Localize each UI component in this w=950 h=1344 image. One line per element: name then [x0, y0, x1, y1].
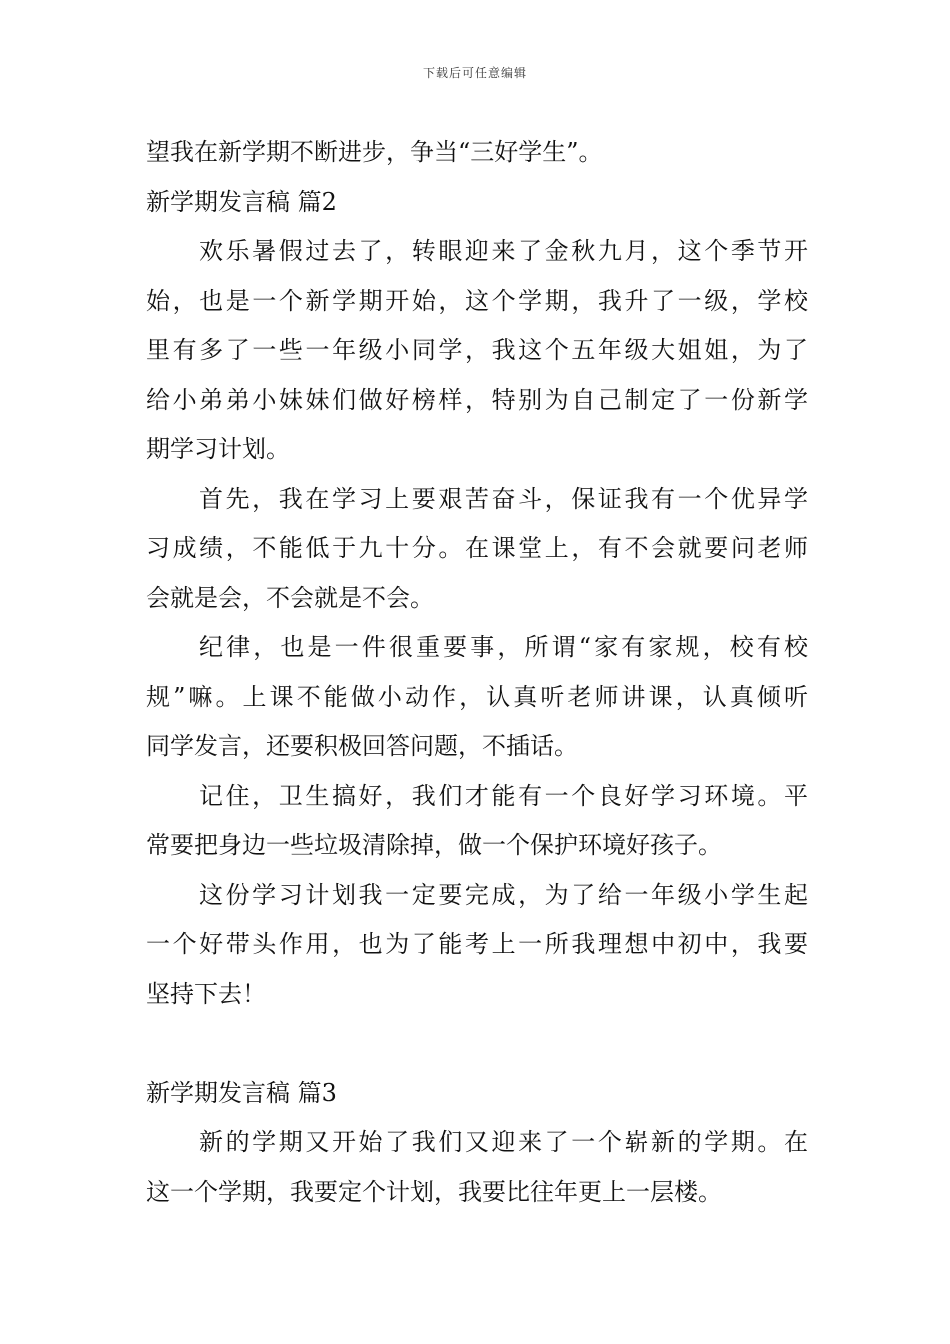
text-line: 望我在新学期不断进步，争当“三好学生”。 [146, 138, 603, 166]
text-line: 会就是会，不会就是不会。 [146, 583, 434, 612]
continuation-paragraph [146, 128, 808, 178]
text-line: 首先，我在学习上要艰苦奋斗，保证我有一个优异学 [199, 484, 808, 513]
paragraph [146, 772, 808, 871]
text-line: 这一个学期，我要定个计划，我要比往年更上一层楼。 [146, 1177, 722, 1206]
paragraph [146, 475, 808, 624]
text-line: 这份学习计划我一定要完成，为了给一年级小学生起 [199, 880, 808, 909]
section-spacer [146, 1019, 808, 1069]
text-line: 欢乐暑假过去了，转眼迎来了金秋九月，这个季节开 [199, 237, 808, 265]
text-line: 期学习计划。 [146, 435, 290, 463]
page-header-note: 下载后可任意编辑 [422, 66, 527, 80]
text-line: 给小弟弟小妹妹们做好榜样，特别为自己制定了一份新学 [146, 385, 808, 414]
paragraph [146, 871, 808, 1020]
document-body [146, 128, 808, 1217]
text-line: 规”嘛。上课不能做小动作，认真听老师讲课，认真倾听 [146, 682, 808, 711]
text-line: 一个好带头作用，也为了能考上一所我理想中初中，我要 [146, 930, 808, 958]
text-line: 坚持下去！ [146, 979, 266, 1008]
paragraph [146, 1118, 808, 1217]
section-title: 新学期发言稿 篇2 [146, 187, 337, 216]
section-title: 新学期发言稿 篇3 [146, 1078, 337, 1107]
text-line: 记住，卫生搞好，我们才能有一个良好学习环境。平 [199, 781, 808, 810]
text-line: 同学发言，还要积极回答问题，不插话。 [146, 732, 578, 760]
text-line: 常要把身边一些垃圾清除掉，做一个保护环境好孩子。 [146, 831, 722, 859]
paragraph [146, 623, 808, 772]
text-line: 习成绩，不能低于九十分。在课堂上，有不会就要问老师 [146, 534, 808, 562]
paragraph [146, 227, 808, 475]
text-line: 里有多了一些一年级小同学，我这个五年级大姐姐，为了 [146, 336, 808, 364]
text-line: 新的学期又开始了我们又迎来了一个崭新的学期。在 [199, 1128, 808, 1156]
text-line: 纪律，也是一件很重要事，所谓“家有家规，校有校 [199, 633, 808, 661]
text-line: 始，也是一个新学期开始，这个学期，我升了一级，学校 [146, 286, 808, 315]
